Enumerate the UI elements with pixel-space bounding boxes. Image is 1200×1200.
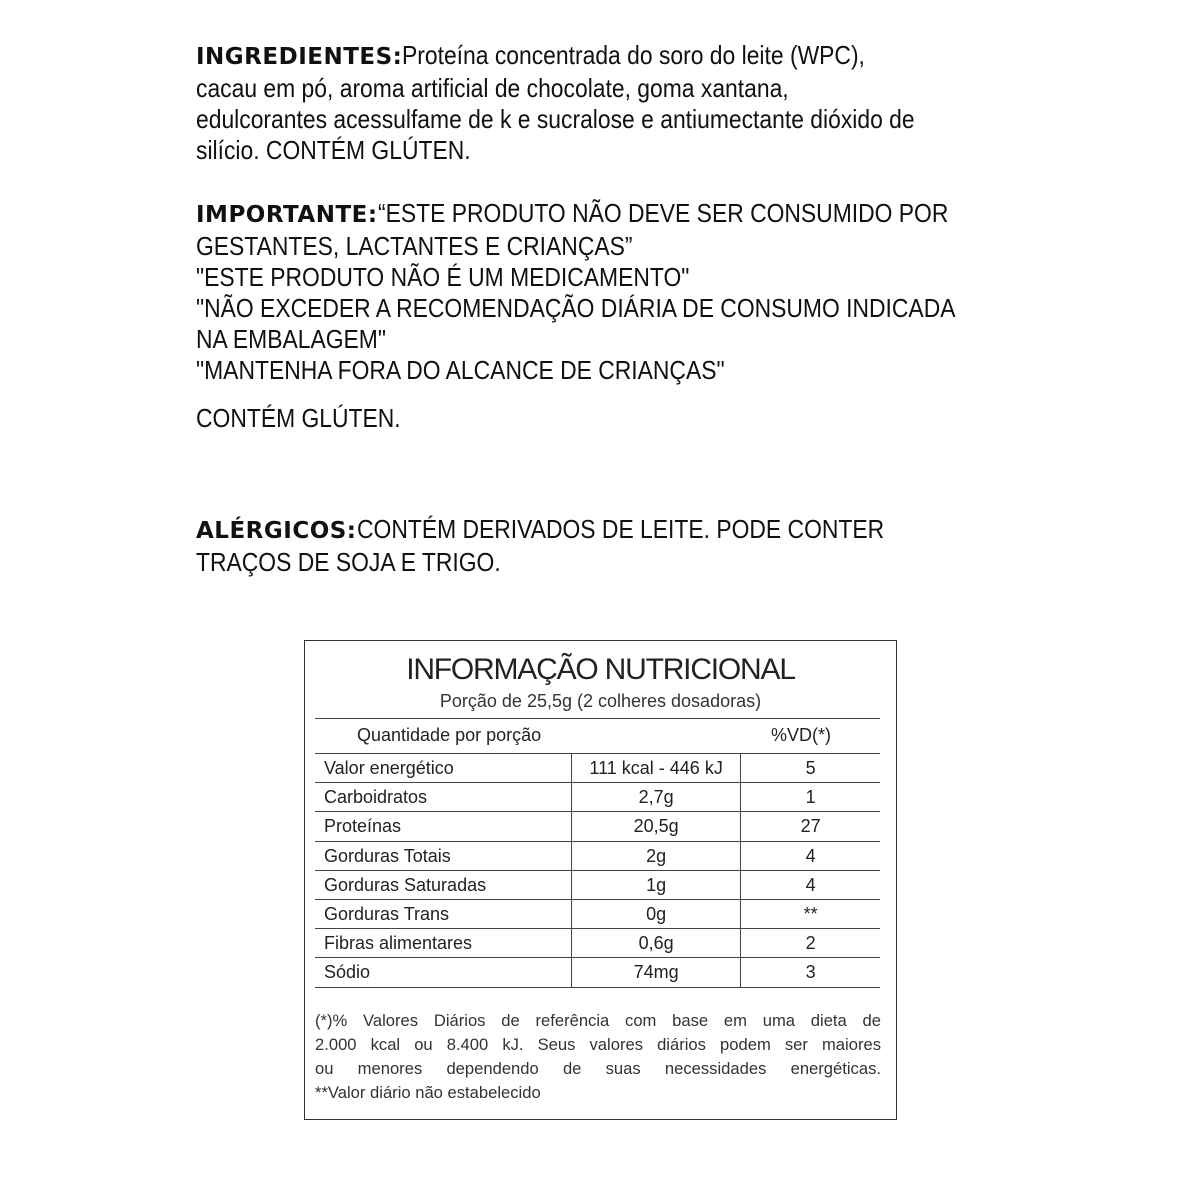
allergens-line-2 [196, 547, 1096, 578]
footnote-line: ou menores dependendo de suas necessidades energéticas. [315, 1059, 881, 1078]
table-row [315, 899, 880, 928]
nutrient-vd: 3 [741, 958, 880, 987]
nutrient-name: Gorduras Saturadas [315, 870, 571, 899]
important-text: "ESTE PRODUTO NÃO É UM MEDICAMENTO" [196, 262, 690, 292]
nutrient-vd: 4 [741, 870, 880, 899]
nutrition-footnote [315, 1009, 881, 1105]
nutrient-name: Gorduras Trans [315, 899, 571, 928]
allergens-lead: ALÉRGICOS: [196, 518, 357, 544]
nutrient-name: Valor energético [315, 754, 571, 783]
contains-gluten-text: CONTÉM GLÚTEN. [196, 403, 401, 433]
table-row [315, 783, 880, 812]
important-paragraph [196, 198, 1096, 386]
allergens-line-1 [196, 514, 1096, 547]
important-text: "NÃO EXCEDER A RECOMENDAÇÃO DIÁRIA DE CONSUMO INDICADA [196, 293, 956, 323]
footnote-line: 2.000 kcal ou 8.400 kJ. Seus valores diários podem ser maiores [315, 1035, 881, 1054]
ingredients-line-3 [196, 104, 1096, 135]
important-lead: IMPORTANTE: [196, 202, 378, 228]
important-text: “ESTE PRODUTO NÃO DEVE SER CONSUMIDO POR [377, 198, 948, 228]
important-text: NA EMBALAGEM" [196, 324, 386, 354]
nutrition-portion: Porção de 25,5g (2 colheres dosadoras) [439, 691, 762, 711]
nutrient-quantity: 111 kcal - 446 kJ [571, 754, 740, 783]
allergens-text: CONTÉM DERIVADOS DE LEITE. PODE CONTER [356, 514, 884, 544]
footnote-line: (*)% Valores Diários de referência com base em uma dieta de [315, 1011, 881, 1030]
nutrient-quantity: 20,5g [571, 812, 740, 841]
table-row [315, 841, 880, 870]
ingredients-line-2 [196, 73, 1096, 104]
nutrient-name: Sódio [315, 958, 571, 987]
nutrition-title: INFORMAÇÃO NUTRICIONAL [406, 653, 795, 686]
nutrient-quantity: 1g [571, 870, 740, 899]
important-line-6 [196, 355, 1096, 386]
important-line-2 [196, 231, 1096, 262]
important-line-4 [196, 293, 1096, 324]
ingredients-line-1 [196, 40, 1096, 73]
nutrient-name: Proteínas [315, 812, 571, 841]
nutrient-vd: 1 [741, 783, 880, 812]
table-row [315, 870, 880, 899]
important-line-1 [196, 198, 1096, 231]
nutrition-header-label: Quantidade por porção [357, 725, 542, 745]
footnote-line: **Valor diário não estabelecido [315, 1083, 541, 1102]
nutrient-name: Carboidratos [315, 783, 571, 812]
nutrition-header-vd: %VD(*) [771, 725, 832, 745]
nutrient-vd: 4 [741, 841, 880, 870]
ingredients-text: edulcorantes acessulfame de k e sucralose e antiumectante dióxido de [196, 104, 915, 134]
allergens-paragraph [196, 514, 1096, 578]
nutrient-quantity: 0g [571, 899, 740, 928]
nutrient-vd: ** [741, 899, 880, 928]
nutrient-quantity: 2g [571, 841, 740, 870]
nutrient-quantity: 74mg [571, 958, 740, 987]
nutrition-facts-box [304, 640, 897, 1120]
nutrient-name: Gorduras Totais [315, 841, 571, 870]
important-line-5 [196, 324, 1096, 355]
divider [315, 718, 880, 719]
table-row [315, 754, 880, 783]
ingredients-paragraph [196, 40, 1096, 166]
nutrient-quantity: 2,7g [571, 783, 740, 812]
ingredients-text: silício. CONTÉM GLÚTEN. [196, 135, 471, 165]
table-row [315, 958, 880, 987]
important-text: GESTANTES, LACTANTES E CRIANÇAS” [196, 231, 633, 261]
nutrient-vd: 2 [741, 929, 880, 958]
nutrition-table [315, 753, 880, 988]
ingredients-text: cacau em pó, aroma artificial de chocolate, goma xantana, [196, 73, 789, 103]
nutrient-name: Fibras alimentares [315, 929, 571, 958]
important-line-3 [196, 262, 1096, 293]
nutrient-quantity: 0,6g [571, 929, 740, 958]
allergens-text: TRAÇOS DE SOJA E TRIGO. [196, 547, 501, 577]
table-row [315, 929, 880, 958]
nutrient-vd: 27 [741, 812, 880, 841]
ingredients-lead: INGREDIENTES: [196, 44, 403, 70]
nutrient-vd: 5 [741, 754, 880, 783]
ingredients-text: Proteína concentrada do soro do leite (WPC), [402, 40, 866, 70]
table-row [315, 812, 880, 841]
ingredients-line-4 [196, 135, 1096, 166]
contains-gluten-line [196, 403, 1096, 434]
contains-gluten-notice [196, 403, 1096, 434]
important-text: "MANTENHA FORA DO ALCANCE DE CRIANÇAS" [196, 355, 725, 385]
